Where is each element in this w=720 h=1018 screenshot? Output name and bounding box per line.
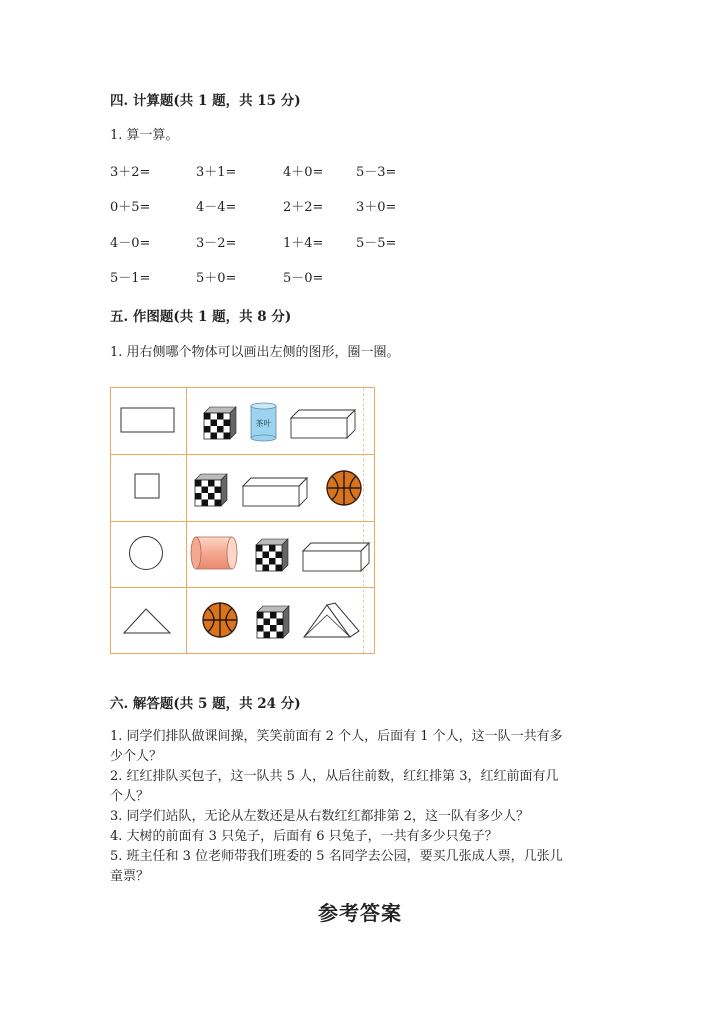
equation: 5－3= xyxy=(356,165,397,180)
problem-line: 3. 同学们站队，无论从左数还是从右数红红都排第 2，这一队有多少人？ xyxy=(110,809,529,824)
equation: 2＋2= xyxy=(283,200,324,215)
checkered-cube-icon xyxy=(254,537,290,573)
equation: 4＋0= xyxy=(283,165,324,180)
checkered-cube-icon xyxy=(193,472,229,508)
question-5-1: 1. 用右侧哪个物体可以画出左侧的图形，圈一圈。 xyxy=(110,345,400,360)
answers-title: 参考答案 xyxy=(318,901,402,925)
problem-line: 2. 红红排队买包子，这一队共 5 人，从后往前数，红红排第 3，红红前面有几 xyxy=(110,769,559,784)
question-4-1: 1. 算一算。 xyxy=(110,128,179,143)
problem-line: 童票？ xyxy=(110,869,150,884)
checkered-cube-icon xyxy=(255,604,291,640)
basketball-icon xyxy=(325,469,365,509)
square-shape xyxy=(134,473,162,501)
problem-line: 4. 大树的前面有 3 只兔子，后面有 6 只兔子，一共有多少只兔子？ xyxy=(110,829,498,844)
equation: 3＋0= xyxy=(356,200,397,215)
triangular-prism-icon xyxy=(301,601,363,641)
equation: 4－4= xyxy=(196,200,237,215)
equation: 5－0= xyxy=(283,271,324,286)
tea-can-icon xyxy=(248,402,280,442)
equation: 3－2= xyxy=(196,236,237,251)
equation: 5＋0= xyxy=(196,271,237,286)
problem-line: 个人？ xyxy=(110,789,150,804)
checkered-cube-icon xyxy=(202,405,238,441)
tea-can-label: 茶叶 xyxy=(255,419,272,428)
circle-shape xyxy=(128,535,166,573)
cylinder-icon xyxy=(189,535,243,573)
problem-line: 1. 同学们排队做课间操，笑笑前面有 2 个人，后面有 1 个人，这一队一共有多 xyxy=(110,729,563,744)
equation: 4－0= xyxy=(110,236,151,251)
equation: 1＋4= xyxy=(283,236,324,251)
section-4-heading: 四. 计算题(共 1 题，共 15 分) xyxy=(110,93,301,109)
problem-line: 少个人？ xyxy=(110,749,163,764)
rectangle-shape xyxy=(120,407,176,435)
equation: 0＋5= xyxy=(110,200,151,215)
equation: 5－5= xyxy=(356,236,397,251)
problem-line: 5. 班主任和 3 位老师带我们班委的 5 名同学去公园，要买几张成人票，几张儿 xyxy=(110,849,563,864)
cuboid-box-icon xyxy=(289,408,359,440)
triangle-shape xyxy=(122,606,174,636)
equation: 5－1= xyxy=(110,271,151,286)
section-6-heading: 六. 解答题(共 5 题，共 24 分) xyxy=(110,696,301,712)
equation: 3＋2= xyxy=(110,165,151,180)
section-5-heading: 五. 作图题(共 1 题，共 8 分) xyxy=(110,309,292,325)
basketball-icon xyxy=(201,601,241,641)
equation: 3＋1= xyxy=(196,165,237,180)
cuboid-box-icon xyxy=(241,476,311,508)
cuboid-box-icon xyxy=(301,541,373,573)
word-problems xyxy=(110,727,610,887)
